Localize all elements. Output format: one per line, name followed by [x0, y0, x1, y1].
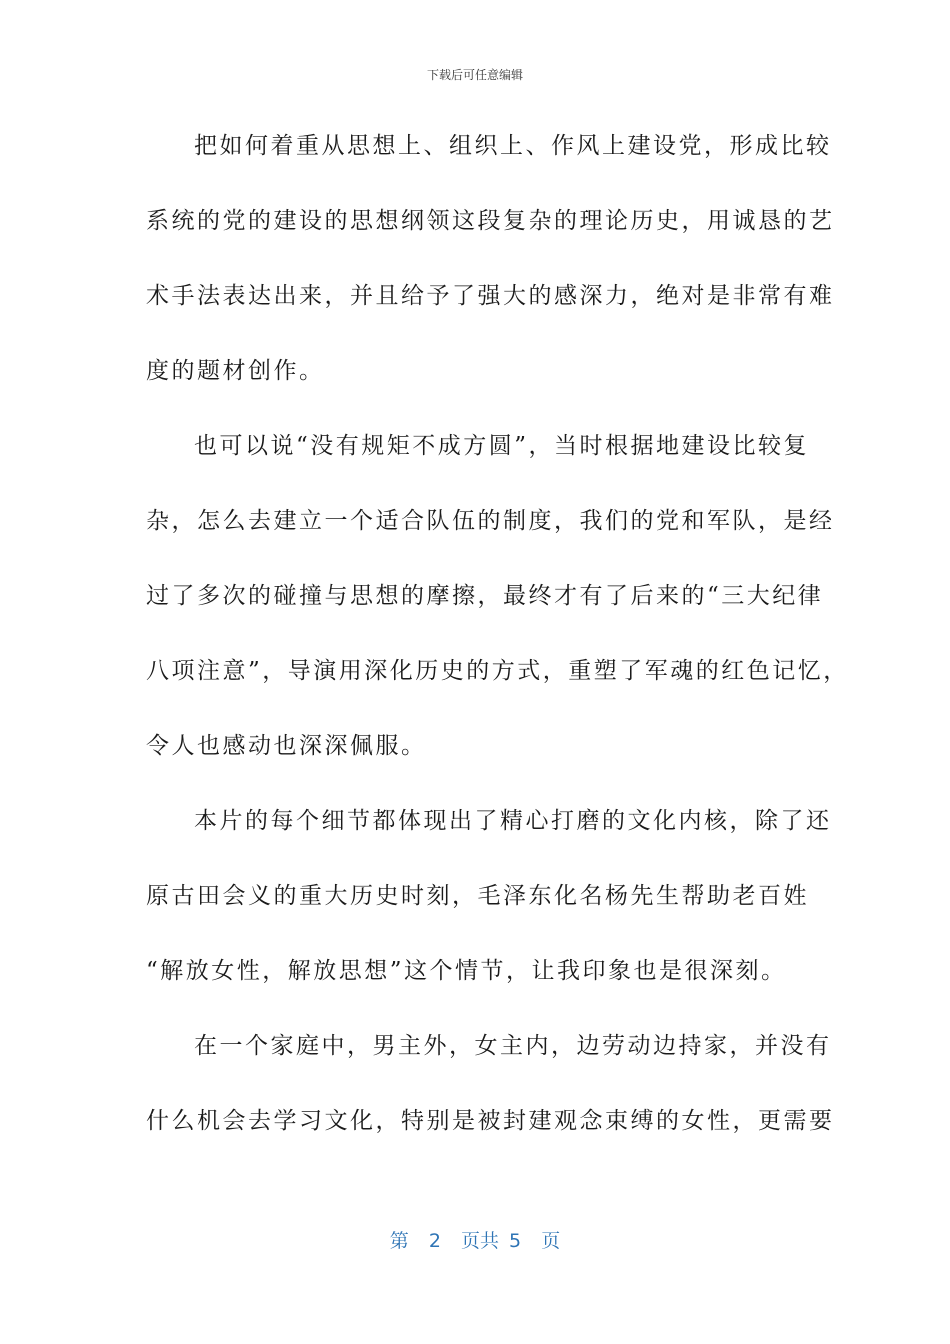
page-number-footer	[0, 1226, 950, 1253]
paragraph-2-line-5: 令人也感动也深深佩服。	[146, 733, 427, 759]
paragraph-3-line-3: “解放女性，解放思想”这个情节，让我印象也是很深刻。	[146, 958, 787, 984]
body-text	[146, 123, 849, 1173]
header-note: 下载后可任意编辑	[426, 68, 523, 82]
paragraph-2-line-1: 也可以说“没有规矩不成方圆”，当时根据地建设比较复	[194, 433, 810, 459]
paragraph-3-line-1: 本片的每个细节都体现出了精心打磨的文化内核，除了还	[194, 808, 832, 834]
paragraph-4-line-1: 在一个家庭中，男主外，女主内，边劳动边持家，并没有	[194, 1033, 832, 1059]
paragraph-1-line-3: 术手法表达出来，并且给予了强大的感深力，绝对是非常有难	[146, 283, 835, 309]
paragraph-1-line-2: 系统的党的建设的思想纲领这段复杂的理论历史，用诚恳的艺	[146, 208, 835, 234]
paragraph-2-line-4: 八项注意”，导演用深化历史的方式，重塑了军魂的红色记忆，	[146, 658, 849, 684]
paragraph-4-line-2: 什么机会去学习文化，特别是被封建观念束缚的女性，更需要	[146, 1108, 835, 1134]
paragraph-2-line-3: 过了多次的碰撞与思想的摩擦，最终才有了后来的“三大纪律	[146, 583, 824, 609]
paragraph-1-line-1: 把如何着重从思想上、组织上、作风上建设党，形成比较	[194, 133, 832, 159]
paragraph-3-line-2: 原古田会义的重大历史时刻，毛泽东化名杨先生帮助老百姓	[146, 883, 809, 909]
paragraph-2-line-2: 杂，怎么去建立一个适合队伍的制度，我们的党和军队，是经	[146, 508, 835, 534]
page-number-label: 第 2 页共 5 页	[389, 1230, 561, 1252]
paragraph-1-line-4: 度的题材创作。	[146, 358, 325, 384]
